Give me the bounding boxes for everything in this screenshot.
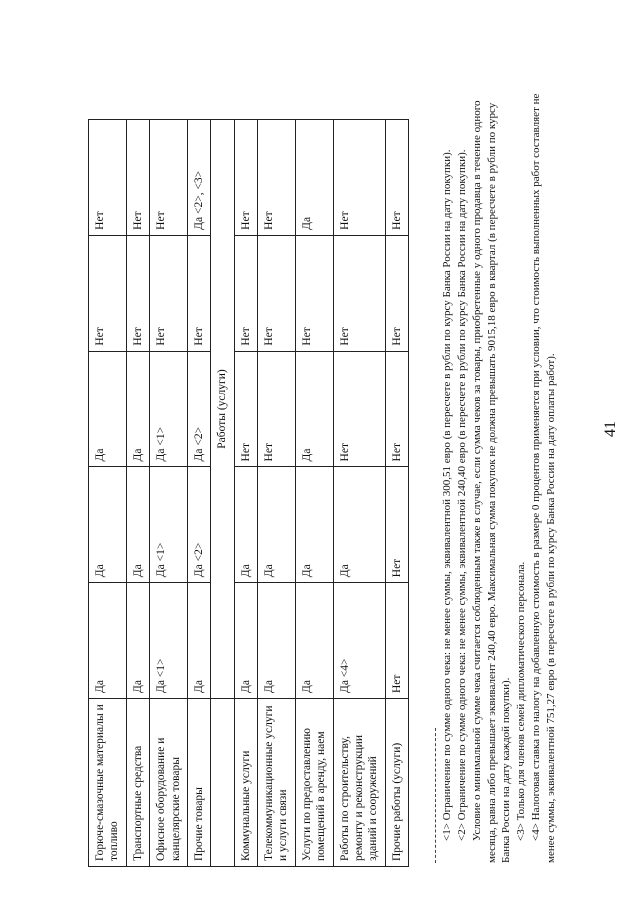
footnote: <2> Ограничение по сумме одного чека: не менее суммы, эквивалентной 240,40 евро (в пересчете в рубли по курсу Банка России на дату покупки). (455, 149, 468, 841)
cell-value: Нет (333, 235, 385, 351)
row-name: Транспортные средства (126, 699, 149, 867)
cell-value: Да <4> (333, 583, 385, 699)
cell-value: Нет (150, 120, 188, 236)
row-name: Услуги по предоставлению помещений в аренду, наем (295, 699, 333, 867)
footnote: Условие о минимальной сумме чека считается соблюденным также в случае, если сумма чеков за товары, приобретенные у одного продавца в течение одного месяца, равна либо превышает эквивалент 240,40 евро. Максимальная сумма покупок не должна превышать 9015,18 евро в квартал (в пересчете в рубли по курсу Банка России на дату каждой покупки). (470, 100, 513, 863)
row-name: Прочие работы (услуги) (385, 699, 408, 867)
footnote: <4> Налоговая ставка по налогу на добавленную стоимость в размере 0 процентов применяется при условии, что стоимость выполненных работ составляет не менее суммы, эквивалентной 751,27 евро (в пересчете в рубли по курсу Банка России на дату оплаты работ). (530, 93, 557, 863)
cell-value: Да <2> (187, 351, 210, 467)
table-row (150, 120, 188, 867)
tax-exemption-table (88, 119, 409, 867)
cell-value: Да (126, 583, 149, 699)
cell-value: Нет (187, 235, 210, 351)
cell-value: Да (295, 120, 333, 236)
cell-value: Нет (385, 120, 408, 236)
cell-value: Да (126, 467, 149, 583)
cell-value: Да <1> (150, 351, 188, 467)
table-row (126, 120, 149, 867)
section-row (211, 120, 234, 867)
cell-value: Нет (89, 120, 127, 236)
cell-value: Нет (234, 235, 257, 351)
cell-value: Да (295, 351, 333, 467)
cell-value: Да (234, 467, 257, 583)
table-row (333, 120, 385, 867)
cell-value: Да (89, 467, 127, 583)
cell-value: Да (295, 583, 333, 699)
cell-value: Нет (333, 351, 385, 467)
table-row (385, 120, 408, 867)
row-name: Офисное оборудование и канцелярские товары (150, 699, 188, 867)
table-row (89, 120, 127, 867)
cell-value: Да (333, 467, 385, 583)
cell-value: Нет (150, 235, 188, 351)
cell-value: Нет (385, 583, 408, 699)
cell-value: Нет (126, 120, 149, 236)
cell-value: Нет (258, 120, 296, 236)
table-row (187, 120, 210, 867)
cell-value: Нет (89, 235, 127, 351)
cell-value: Нет (385, 467, 408, 583)
row-name: Работы по строительству, ремонту и реконструкции зданий и сооружений (333, 699, 385, 867)
cell-value: Нет (126, 235, 149, 351)
cell-value: Да <2> (187, 467, 210, 583)
section-spacer (211, 699, 234, 867)
row-name: Телекоммуникационные услуги и услуги связи (258, 699, 296, 867)
cell-value: Да (295, 467, 333, 583)
cell-value: Да (187, 583, 210, 699)
table-row (295, 120, 333, 867)
cell-value: Да (258, 467, 296, 583)
row-name: Коммунальные услуги (234, 699, 257, 867)
footnote-separator (435, 728, 436, 863)
row-name: Горюче-смазочные материалы и топливо (89, 699, 127, 867)
row-name: Прочие товары (187, 699, 210, 867)
cell-value: Нет (385, 351, 408, 467)
cell-value: Да (89, 351, 127, 467)
cell-value: Нет (385, 235, 408, 351)
table-row (258, 120, 296, 867)
cell-value: Нет (258, 351, 296, 467)
cell-value: Нет (333, 120, 385, 236)
cell-value: Да (258, 583, 296, 699)
table-row (234, 120, 257, 867)
cell-value: Да (234, 583, 257, 699)
page-number: 41 (602, 421, 619, 437)
footnote: <1> Ограничение по сумме одного чека: не менее суммы, эквивалентной 300,51 евро (в пересчете в рубли по курсу Банка России на дату покупки). (441, 149, 453, 841)
footnotes (435, 73, 559, 863)
cell-value: Да (126, 351, 149, 467)
section-title: Работы (услуги) (211, 120, 234, 699)
cell-value: Нет (295, 235, 333, 351)
cell-value: Да <2>, <3> (187, 120, 210, 236)
cell-value: Нет (234, 120, 257, 236)
footnote: <3> Только для членов семей дипломатического персонала. (515, 561, 528, 841)
cell-value: Нет (258, 235, 296, 351)
cell-value: Да (89, 583, 127, 699)
cell-value: Нет (234, 351, 257, 467)
cell-value: Да <1> (150, 467, 188, 583)
cell-value: Да <1> (150, 583, 188, 699)
